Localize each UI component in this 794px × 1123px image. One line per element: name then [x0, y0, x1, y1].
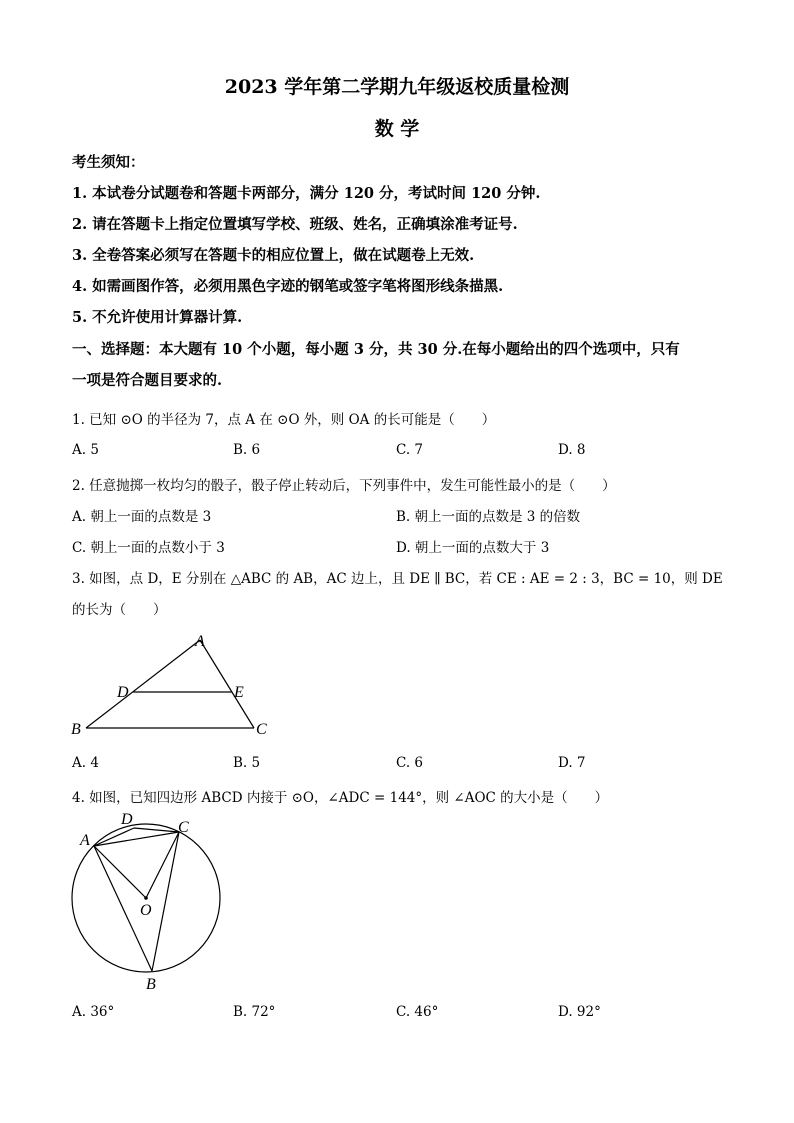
q3-option-d: D. 7: [558, 755, 586, 771]
label-e: E: [234, 684, 244, 701]
question-3-text: 3. 如图，点 D，E 分别在 △ABC 的 AB，AC 边上，且 DE ∥ BC，若 CE : AE = 2 : 3，BC = 10，则 DE: [72, 571, 723, 587]
circle-figure: [66, 808, 236, 998]
q4-option-b: B. 72°: [233, 1004, 276, 1020]
notice-heading: 考生须知：: [72, 154, 145, 171]
question-1-text: 1. 已知 ⊙O 的半径为 7，点 A 在 ⊙O 外，则 OA 的长可能是（ ）: [72, 412, 496, 428]
notice-item-1: 1. 本试卷分试题卷和答题卡两部分，满分 120 分，考试时间 120 分钟.: [72, 185, 541, 202]
q4-option-a: A. 36°: [72, 1004, 115, 1020]
notice-item-5: 5. 不允许使用计算器计算.: [72, 309, 243, 326]
radius-oa: [94, 846, 146, 898]
label-d: D: [121, 811, 133, 828]
q3-option-c: C. 6: [396, 755, 424, 771]
label-b: B: [71, 721, 81, 738]
q4-option-c: C. 46°: [396, 1004, 439, 1020]
section-heading-line2: 一项是符合题目要求的.: [72, 372, 223, 389]
side-ab: [86, 640, 200, 728]
side-cb: [152, 832, 179, 971]
triangle-figure: [66, 628, 286, 743]
center-point: [144, 896, 148, 900]
q1-option-a: A. 5: [72, 442, 99, 458]
notice-item-4: 4. 如需画图作答，必须用黑色字迹的钢笔或签字笔将图形线条描黑.: [72, 278, 504, 295]
label-a: A: [80, 832, 90, 849]
question-2-text: 2. 任意抛掷一枚均匀的骰子，骰子停止转动后，下列事件中，发生可能性最小的是（ ）: [72, 478, 616, 494]
q2-option-a: A. 朝上一面的点数是 3: [72, 509, 212, 525]
exam-title: 2023 学年第二学期九年级返校质量检测: [224, 76, 570, 98]
q2-option-c: C. 朝上一面的点数小于 3: [72, 540, 225, 556]
question-4-text: 4. 如图，已知四边形 ABCD 内接于 ⊙O，∠ADC = 144°，则 ∠AOC 的大小是（ ）: [72, 790, 609, 806]
question-3-text-cont: 的长为（ ）: [72, 602, 167, 618]
q1-option-c: C. 7: [396, 442, 424, 458]
q1-option-b: B. 6: [233, 442, 261, 458]
subject-title: 数 学: [374, 118, 420, 140]
label-b: B: [146, 976, 156, 993]
chord-ac: [94, 832, 179, 846]
q2-option-b: B. 朝上一面的点数是 3 的倍数: [396, 509, 581, 525]
notice-item-2: 2. 请在答题卡上指定位置填写学校、班级、姓名，正确填涂准考证号.: [72, 216, 518, 233]
label-d: D: [117, 684, 129, 701]
side-ac: [200, 640, 254, 728]
label-c: C: [178, 819, 189, 836]
radius-oc: [146, 832, 179, 898]
q2-option-d: D. 朝上一面的点数大于 3: [396, 540, 550, 556]
q1-option-d: D. 8: [558, 442, 586, 458]
q4-option-d: D. 92°: [558, 1004, 601, 1020]
label-a: A: [195, 633, 205, 650]
q3-option-a: A. 4: [72, 755, 99, 771]
label-o: O: [140, 902, 152, 919]
q3-option-b: B. 5: [233, 755, 261, 771]
notice-item-3: 3. 全卷答案必须写在答题卡的相应位置上，做在试题卷上无效.: [72, 247, 475, 264]
label-c: C: [256, 721, 267, 738]
section-heading-line1: 一、选择题：本大题有 10 个小题，每小题 3 分，共 30 分.在每小题给出的四个选项中，只有: [72, 341, 680, 358]
